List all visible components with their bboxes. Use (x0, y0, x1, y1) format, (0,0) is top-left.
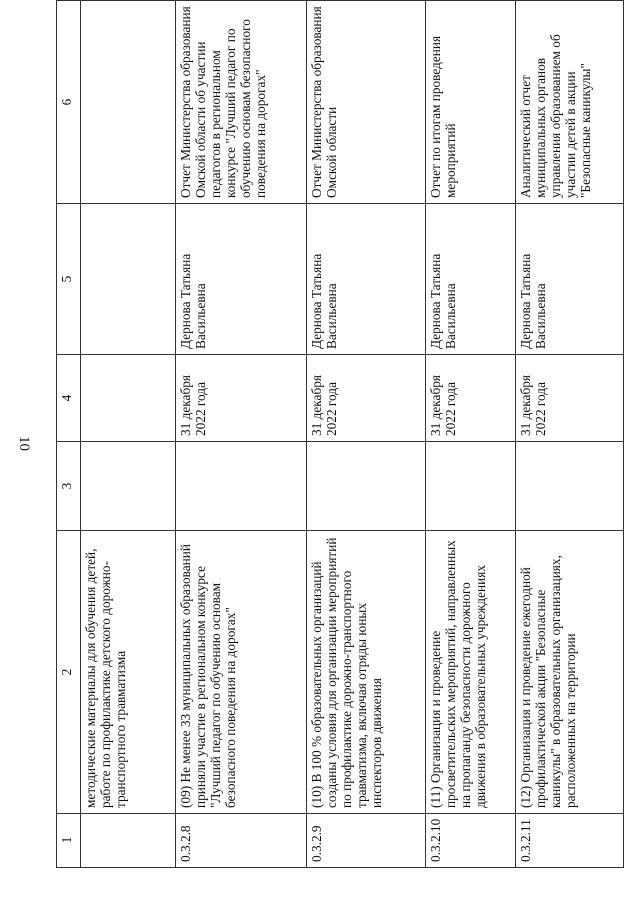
header-col-2: 2 (57, 531, 81, 814)
cell-report: Отчет Министерства образования Омской области (307, 1, 426, 204)
cell-responsible: Дернова Татьяна Васильевна (426, 204, 516, 355)
measures-table (56, 0, 624, 868)
cell-responsible: Дернова Татьяна Васильевна (176, 204, 307, 355)
cell-col3 (307, 442, 426, 531)
cell-measure: (11) Организация и проведение просветительских мероприятий, направленных на пропаганду безопасности дорожного движения в образовательных учреждениях (426, 531, 516, 814)
table-row (426, 1, 516, 868)
header-col-3: 3 (57, 442, 81, 531)
header-col-6: 6 (57, 1, 81, 204)
rotated-table-wrapper (56, 0, 624, 868)
cell-date: 31 декабря 2022 года (516, 355, 624, 442)
cell-measure: (12) Организация и проведение ежегодной профилактической акции "Безопасные каникулы" в образовательных организациях, расположенных на территории (516, 531, 624, 814)
cell-report (81, 1, 176, 204)
cell-measure: (10) В 100 % образовательных организаций созданы условия для организации мероприятий по профилактике дорожно-транспортного травматизма, включая отряды юных инспекторов движения (307, 531, 426, 814)
cell-col3 (426, 442, 516, 531)
cell-measure: методические материалы для обучения детей, работе по профилактике детского дорожно-транспортного травматизма (81, 531, 176, 814)
cell-responsible: Дернова Татьяна Васильевна (307, 204, 426, 355)
header-col-1: 1 (57, 814, 81, 868)
cell-number: 0.3.2.11 (516, 814, 624, 868)
cell-responsible (81, 204, 176, 355)
cell-date (81, 355, 176, 442)
header-row (57, 1, 81, 868)
cell-date: 31 декабря 2022 года (176, 355, 307, 442)
cell-report: Отчет по итогам проведения мероприятий (426, 1, 516, 204)
cell-col3 (81, 442, 176, 531)
header-col-4: 4 (57, 355, 81, 442)
cell-responsible: Дернова Татьяна Васильевна (516, 204, 624, 355)
table-row (81, 1, 176, 868)
cell-measure: (09) Не менее 33 муниципальных образований приняли участие в региональном конкурсе "Лучший педагог по обучению основам безопасного поведения на дорогах" (176, 531, 307, 814)
cell-report: Отчет Министерства образования Омской области об участии педагогов в региональном конкурсе "Лучший педагог по обучению основам безопасного поведения на дорогах" (176, 1, 307, 204)
page-number: 10 (16, 436, 32, 451)
cell-number: 0.3.2.8 (176, 814, 307, 868)
cell-number (81, 814, 176, 868)
cell-date: 31 декабря 2022 года (426, 355, 516, 442)
cell-col3 (176, 442, 307, 531)
header-col-5: 5 (57, 204, 81, 355)
table-row (307, 1, 426, 868)
cell-number: 0.3.2.9 (307, 814, 426, 868)
cell-report: Аналитический отчет муниципальных органов управления образованием об участии детей в акции "Безопасные каникулы" (516, 1, 624, 204)
table-row (516, 1, 624, 868)
cell-number: 0.3.2.10 (426, 814, 516, 868)
table-row (176, 1, 307, 868)
cell-col3 (516, 442, 624, 531)
cell-date: 31 декабря 2022 года (307, 355, 426, 442)
